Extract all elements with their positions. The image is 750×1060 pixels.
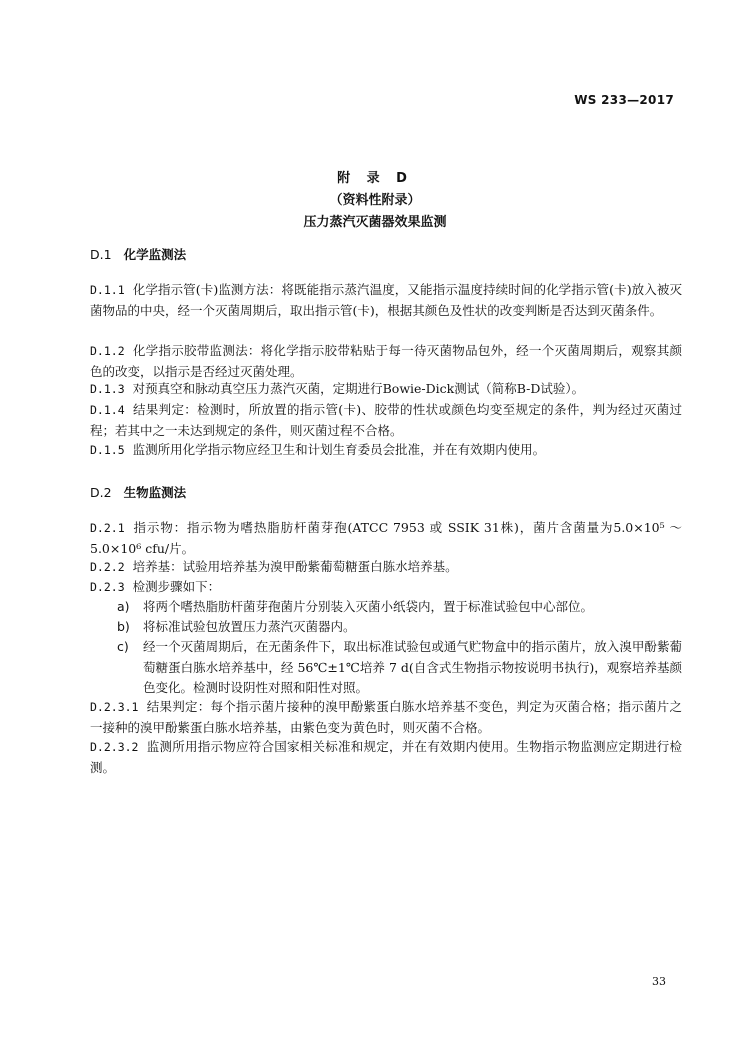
clause-text: 结果判定：每个指示菌片接种的溴甲酚紫蛋白胨水培养基不变色，判定为灭菌合格；指示菌片之一接种的溴甲酚紫蛋白胨水培养基，由紫色变为黄色时，则灭菌不合格。: [90, 699, 682, 735]
clause-text: 对预真空和脉动真空压力蒸汽灭菌，定期进行Bowie-Dick测试（简称B-D试验）。: [132, 381, 585, 396]
clause-text: 检测步骤如下：: [132, 579, 221, 594]
paragraph-d15: [90, 440, 682, 461]
paragraph-d22: [90, 557, 682, 578]
list-item-step-b: [117, 617, 682, 638]
paragraph-d231: [90, 697, 682, 738]
list-item-step-a: [117, 597, 682, 618]
list-marker: b): [117, 619, 130, 634]
list-item-text: 经一个灭菌周期后，在无菌条件下，取出标准试验包或通气贮物盒中的指示菌片，放入溴甲酚紫葡萄糖蛋白胨水培养基中，经 56℃±1℃培养 7 d(自含式生物指示物按说明书执行)，观察培养基颜色变化。检测时设阴性对照和阳性对照。: [143, 639, 682, 695]
paragraph-d23: [90, 577, 682, 598]
clause-number: D.1.1: [90, 283, 125, 297]
clause-text: 结果判定：检测时，所放置的指示管(卡)、胶带的性状或颜色均变至规定的条件，判为经过灭菌过程；若其中之一未达到规定的条件，则灭菌过程不合格。: [90, 402, 682, 438]
clause-number: D.2.3: [90, 580, 125, 594]
page-number: 33: [652, 975, 666, 988]
clause-text: 指示物：指示物为嗜热脂肪杆菌芽孢(ATCC 7953 或 SSIK 31株)，菌片含菌量为5.0×10⁵ ～ 5.0×10⁶ cfu/片。: [90, 520, 682, 556]
clause-number: D.1.5: [90, 443, 125, 457]
paragraph-d232: [90, 737, 682, 778]
clause-text: 化学指示胶带监测法：将化学指示胶带粘贴于每一待灭菌物品包外，经一个灭菌周期后，观察其颜色的改变，以指示是否经过灭菌处理。: [90, 343, 682, 379]
clause-text: 监测所用指示物应符合国家相关标准和规定，并在有效期内使用。生物指示物监测应定期进行检测。: [90, 739, 682, 775]
section-number: D.1: [90, 247, 112, 262]
paragraph-d14: [90, 400, 682, 441]
list-item-text: 将两个嗜热脂肪杆菌芽孢菌片分别装入灭菌小纸袋内，置于标准试验包中心部位。: [143, 599, 594, 614]
document-id: WS 233—2017: [574, 93, 674, 107]
paragraph-d13: [90, 379, 682, 400]
list-marker: c): [117, 639, 129, 654]
clause-number: D.2.3.2: [90, 740, 139, 754]
clause-number: D.1.4: [90, 403, 125, 417]
clause-number: D.1.2: [90, 344, 125, 358]
paragraph-d21: [90, 518, 682, 559]
list-marker: a): [117, 599, 130, 614]
clause-number: D.2.3.1: [90, 700, 139, 714]
paragraph-d11: [90, 280, 682, 321]
clause-text: 培养基：试验用培养基为溴甲酚紫葡萄糖蛋白胨水培养基。: [132, 559, 458, 574]
appendix-subject: 压力蒸汽灭菌器效果监测: [303, 215, 447, 230]
clause-text: 监测所用化学指示物应经卫生和计划生育委员会批准，并在有效期内使用。: [132, 442, 546, 457]
clause-number: D.1.3: [90, 382, 125, 396]
appendix-title: 附 录 D: [337, 171, 413, 186]
clause-text: 化学指示管(卡)监测方法：将既能指示蒸汽温度，又能指示温度持续时间的化学指示管(卡)放入被灭菌物品的中央，经一个灭菌周期后，取出指示管(卡)，根据其颜色及性状的改变判断是否达到灭菌条件。: [90, 282, 682, 318]
appendix-type: （资料性附录）: [329, 193, 421, 208]
paragraph-d12: [90, 341, 682, 382]
section-title: 化学监测法: [123, 247, 187, 262]
list-item-step-c: [117, 637, 682, 695]
section-title: 生物监测法: [123, 485, 187, 500]
clause-number: D.2.1: [90, 521, 125, 535]
list-item-text: 将标准试验包放置压力蒸汽灭菌器内。: [143, 619, 356, 634]
clause-number: D.2.2: [90, 560, 125, 574]
section-heading-d2: [90, 483, 186, 501]
section-number: D.2: [90, 485, 112, 500]
section-heading-d1: [90, 245, 186, 263]
